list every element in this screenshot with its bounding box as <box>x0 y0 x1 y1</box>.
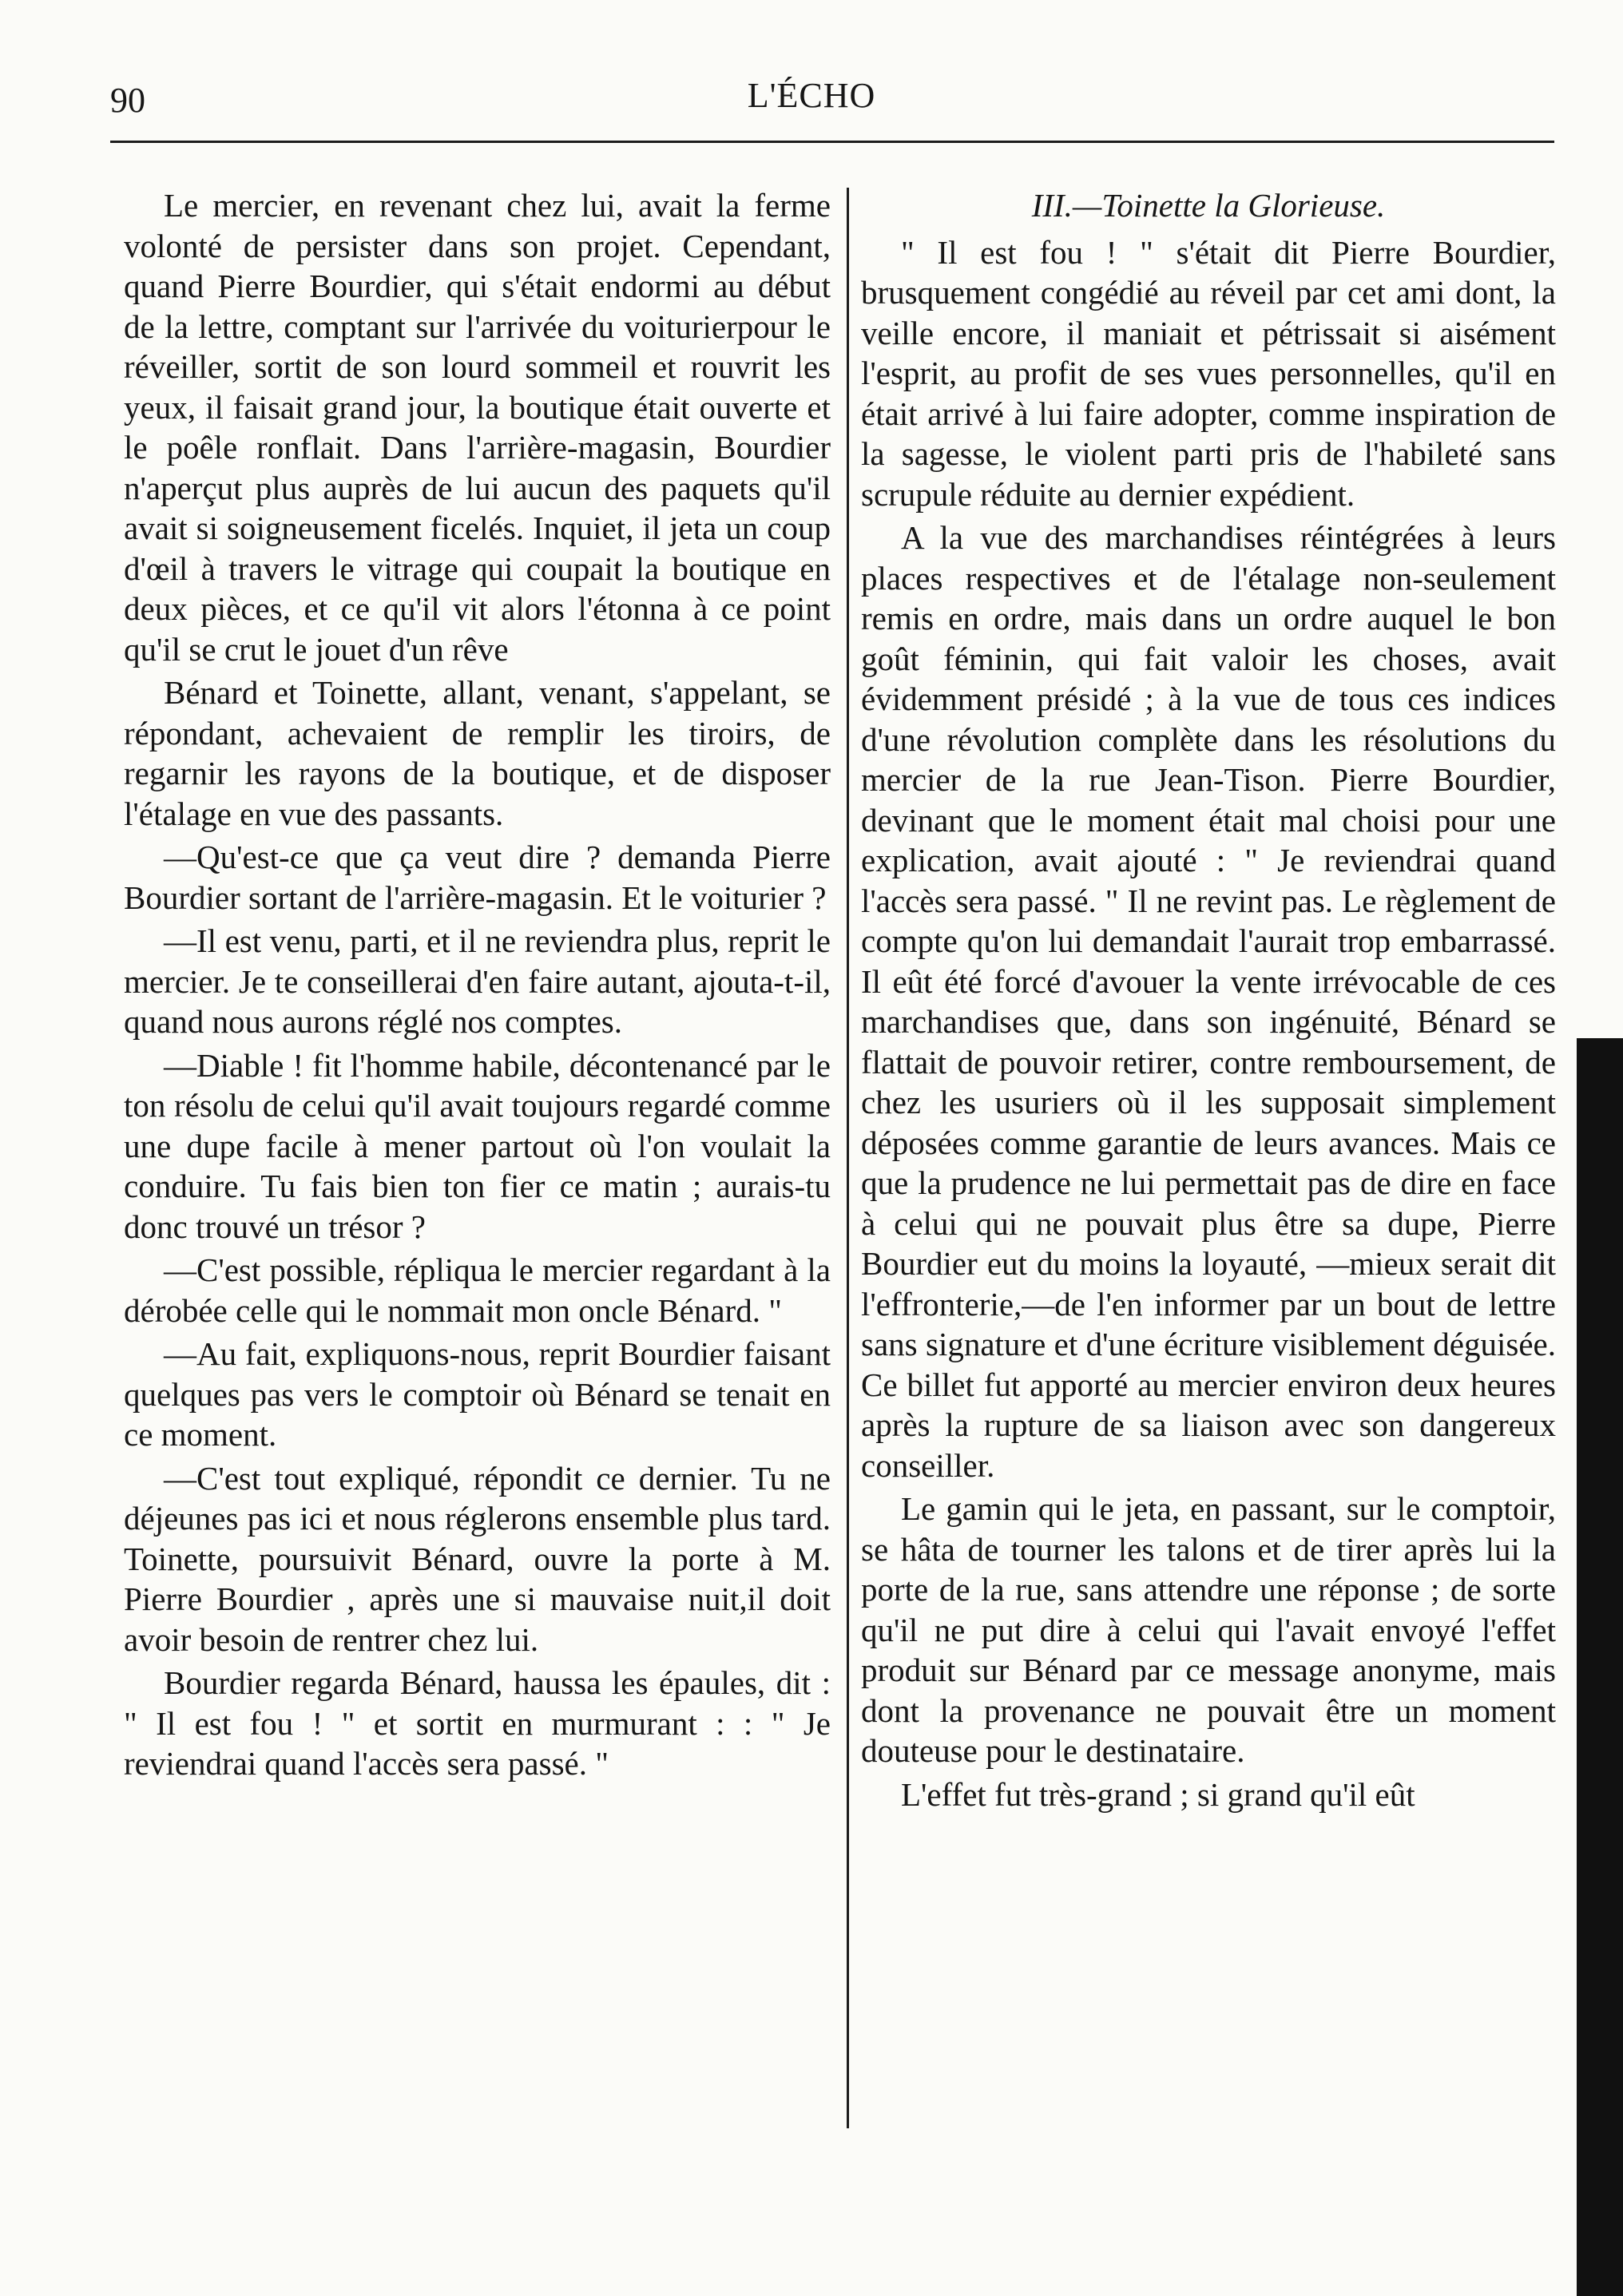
paragraph: —Il est venu, parti, et il ne reviendra plus, reprit le mercier. Je te conseillerai d'en faire autant, ajouta-t-il, quand nous aurons réglé nos comptes. <box>124 922 831 1040</box>
paragraph: Le gamin qui le jeta, en passant, sur le comptoir, se hâta de tourner les talons et de tirer après lui la porte de la rue, sans attendre une réponse ; de sorte qu'il ne put dire à celui qui l'avait envoyé l'effet produit sur Bénard par ce message anonyme, mais dont la provenance ne pouvait être un moment douteuse pour le destinataire. <box>861 1490 1556 1769</box>
paragraph: A la vue des marchandises réintégrées à leurs places respectives et de l'étalage non-seulement remis en ordre, mais dans un ordre auquel le bon goût féminin, qui fait valoir les choses, avait évidemment présidé ; à la vue de tous ces indices d'une révolution complète dans les résolutions du mercier de la rue Jean-Tison. Pierre Bourdier, devinant que le moment était mal choisi pour une explication, avait ajouté : " Je reviendrai quand l'accès sera passé. " Il ne revint pas. Le règlement de compte qu'on lui demandait l'aurait trop embarrassé. Il eût été forcé d'avouer la vente irrévocable de ces marchandises que, dans son ingénuité, Bénard se flattait de pouvoir retirer, contre remboursement, de chez les usuriers où il les supposait simplement déposées comme garantie de leurs avances. Mais ce que la prudence ne lui permettait pas de dire en face à celui qui ne pouvait plus être sa dupe, Pierre Bourdier eut du moins la loyauté, —mieux serait dit l'effronterie,—de l'en informer par un bout de lettre sans signature et d'une écriture visiblement déguisée. Ce billet fut apporté au mercier environ deux heures après la rupture de sa liaison avec son dangereux conseiller. <box>861 519 1556 1484</box>
right-column <box>861 185 1556 1818</box>
paragraph: —Diable ! fit l'homme habile, décontenancé par le ton résolu de celui qu'il avait toujours regardé comme une dupe facile à mener partout où l'on voulait la conduire. Tu fais bien ton fier ce matin ; aurais-tu donc trouvé un trésor ? <box>124 1046 831 1245</box>
paragraph: —Au fait, expliquons-nous, reprit Bourdier faisant quelques pas vers le comptoir où Bénard se tenait en ce moment. <box>124 1335 831 1453</box>
section-title: III.—Toinette la Glorieuse. <box>1031 187 1386 224</box>
left-column <box>124 185 831 1787</box>
page-number: 90 <box>110 81 145 120</box>
header-rule <box>110 141 1554 143</box>
paragraph: Bourdier regarda Bénard, haussa les épaules, dit : " Il est fou ! " et sortit en murmurant : : " Je reviendrai quand l'accès sera passé. " <box>124 1664 831 1782</box>
column-divider <box>847 188 849 2128</box>
paragraph: —C'est tout expliqué, répondit ce dernier. Tu ne déjeunes pas ici et nous réglerons ensemble plus tard. Toinette, poursuivit Bénard, ouvre la porte à M. Pierre Bourdier , après une si mauvaise nuit,il doit avoir besoin de rentrer chez lui. <box>124 1459 831 1658</box>
paragraph: " Il est fou ! " s'était dit Pierre Bourdier, brusquement congédié au réveil par cet ami dont, la veille encore, il maniait et pétrissait si aisément l'esprit, au profit de ses vues personnelles, qu'il en était arrivé à lui faire adopter, comme inspiration de la sagesse, le violent parti pris de l'habileté sans scrupule réduite au dernier expédient. <box>861 233 1556 513</box>
running-head: L'ÉCHO <box>747 76 876 115</box>
paragraph: Le mercier, en revenant chez lui, avait la ferme volonté de persister dans son projet. Cependant, quand Pierre Bourdier, qui s'était endormi au début de la lettre, comptant sur l'arrivée du voiturierpour le réveiller, sortit de son lourd sommeil et rouvrit les yeux, il faisait grand jour, la boutique était ouverte et le poêle ronflait. Dans l'arrière-magasin, Bourdier n'aperçut plus auprès de lui aucun des paquets qu'il avait si soigneusement ficelés. Inquiet, il jeta un coup d'œil à travers le vitrage qui coupait la boutique en deux pièces, et ce qu'il vit alors l'étonna à ce point qu'il se crut le jouet d'un rêve <box>124 187 831 668</box>
paragraph: L'effet fut très-grand ; si grand qu'il eût <box>901 1775 1415 1813</box>
paragraph: Bénard et Toinette, allant, venant, s'appelant, se répondant, achevaient de remplir les tiroirs, de regarnir les rayons de la boutique, et de disposer l'étalage en vue des passants. <box>124 674 831 832</box>
paragraph: —C'est possible, répliqua le mercier regardant à la dérobée celle qui le nommait mon oncle Bénard. " <box>124 1251 831 1329</box>
scan-edge-shadow <box>1577 1038 1623 2296</box>
paragraph: —Qu'est-ce que ça veut dire ? demanda Pierre Bourdier sortant de l'arrière-magasin. Et le voiturier ? <box>124 839 831 916</box>
